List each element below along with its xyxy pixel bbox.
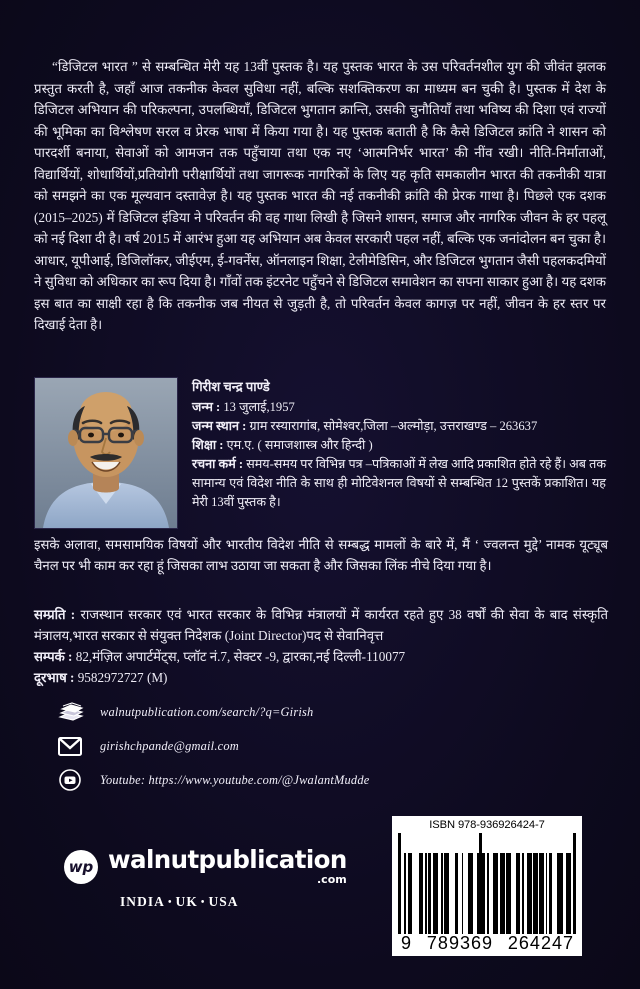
barcode-top-bars: [396, 833, 578, 853]
author-field-works-label: रचना कर्म :: [192, 457, 244, 472]
links-list: [58, 697, 478, 799]
author-field-birth-value: 13 जुलाई,1957: [220, 399, 295, 414]
author-name: गिरीश चन्द्र पाण्डे: [192, 379, 270, 394]
publisher-country-india: INDIA: [120, 894, 165, 909]
barcode-digits: [396, 934, 578, 953]
barcode-digit-group-3: 264247: [507, 933, 574, 954]
youtube-icon: [58, 768, 88, 792]
publisher-country-uk: UK: [175, 894, 198, 909]
email-link[interactable]: girishchpande@gmail.com: [100, 738, 239, 753]
country-separator-2: •: [200, 897, 206, 909]
barcode-main-bars: [396, 853, 578, 934]
contact-row-phone: [34, 667, 608, 688]
youtube-link[interactable]: Youtube: https://www.youtube.com/@JwalantMudde: [100, 772, 370, 787]
country-separator-1: •: [167, 897, 173, 909]
publisher-countries: [120, 894, 354, 910]
link-row-publisher-search[interactable]: [58, 697, 478, 727]
isbn-barcode: [392, 816, 582, 956]
book-blurb-paragraph: “डिजिटल भारत ” से सम्बन्धित मेरी यह 13वीं पुस्तक है। यह पुस्तक भारत के उस परिवर्तनशील युग की जीवंत झलक प्रस्तुत करती है, जहाँ आज तकनीक केवल सुविधा नहीं, बल्कि सशक्तिकरण का माध्यम बन चुकी है। पुस्तक में देश के डिजिटल अभियान की परिकल्पना, उपलब्धियाँ, डिजिटल भुगतान क्रान्ति, उसकी चुनौतियाँ तथा भविष्य की दिशा एवं राज्यों की भूमिका का विश्लेषण सरल व प्रेरक भाषा में किया गया है। यह पुस्तक बताती है कि कैसे डिजिटल क्रांति ने शासन को पारदर्शी बनाया, सेवाओं को आमजन तक पहुँचाया तथा एक नए ‘आत्मनिर्भर भारत’ की नींव रखी। नीति-निर्माताओं, विद्यार्थियों, शोधार्थियों,प्रतियोगी परीक्षार्थियों तथा जागरूक नागरिकों के लिए यह कृति समकालीन भारत की तकनीकी यात्रा को समझने का एक मूल्यवान दस्तावेज़ है। यह पुस्तक भारत की नई तकनीकी क्रांति की प्रेरक गाथा है। पिछले एक दशक (2015–2025) में डिजिटल इंडिया ने परिवर्तन की वह गाथा लिखी है जिसने शासन, समाज और नागरिक जीवन के हर पहलू को नई दिशा दी है। वर्ष 2015 में आरंभ हुआ यह अभियान अब केवल सरकारी पहल नहीं, बल्कि एक जनांदोलन बन चुका है। आधार, यूपीआई, डिजिलॉकर, जीईएम, ई-गवर्नेंस, ऑनलाइन शिक्षा, टेलीमेडिसिन, और डिजिटल भुगतान जैसी पहलकदमियों ने सुविधा को अधिकार का रूप दिया है। गाँवों तक इंटरनेट पहुँचने से डिजिटल समावेशन का सपना साकार हुआ है। यह दशक इस बात का साक्षी रहा है कि तकनीक जब नीयत से जुड़ती है, तो परिवर्तन केवल कागज़ पर नहीं, जीवन के हर स्तर पर दिखाई देता है।: [34, 59, 606, 333]
author-field-birthplace-value: ग्राम रस्यारागांब, सोमेश्वर,जिला –अल्मोड़ा, उत्तराखण्ड – 263637: [246, 418, 538, 433]
author-field-education-label: शिक्षा :: [192, 438, 224, 453]
contact-row-address: [34, 646, 608, 667]
email-icon-glyph: [58, 737, 82, 756]
publisher-tld: .com: [317, 873, 347, 886]
author-field-birth-label: जन्म :: [192, 399, 221, 414]
youtube-channel-paragraph: इसके अलावा, समसामयिक विषयों और भारतीय विदेश नीति से सम्बद्ध मामलों के बारे में, मैं ‘ ज्वलन्त मुद्दे’ नामक यूट्यूब चैनल पर भी काम कर रहा हूं जिसका लाभ उठाया जा सकता है और जिसका लिंक नीचे दिया गया है।: [34, 537, 608, 574]
author-block: [34, 377, 606, 529]
link-row-youtube[interactable]: [58, 765, 478, 795]
author-field-birthplace-label: जन्म स्थान :: [192, 418, 247, 433]
contact-phone-label: दूरभाष :: [34, 670, 75, 686]
author-field-works-value: समय-समय पर विभिन्न पत्र –पत्रिकाओं में लेख आदि प्रकाशित होते रहे हैं। अब तक सामान्य एवं विदेश नीति के साथ ही मोटिवेशनल विषयों से सम्बन्धित 12 पुस्तकें प्रकाशित। यह मेरी 13वीं पुस्तक है।: [192, 457, 606, 510]
contact-phone-value: 9582972727 (M): [74, 670, 168, 686]
barcode-digit-group-1: 9: [401, 933, 413, 954]
publisher-country-usa: USA: [208, 894, 239, 909]
contact-current-position-value: राजस्थान सरकार एवं भारत सरकार के विभिन्न मंत्रालयों में कार्यरत रहते हुए 38 वर्षों की सेवा के बाद संस्कृति मंत्रालय,भारत सरकार से संयुक्त निदेशक (Joint Director)पद से सेवानिवृत्त: [34, 607, 609, 644]
contact-address-label: सम्पर्क :: [34, 649, 73, 665]
isbn-label: ISBN 978-936926424-7: [429, 819, 545, 831]
author-photo: [34, 377, 178, 529]
contact-details: [34, 604, 608, 689]
contact-current-position-label: सम्प्रति :: [34, 607, 76, 622]
books-icon: [58, 700, 88, 724]
publisher-logo: [64, 845, 354, 910]
publisher-wordmark: [108, 845, 347, 886]
author-portrait-illustration: [35, 378, 177, 528]
author-field-education-value: एम.ए. ( समाजशास्त्र और हिन्दी ): [223, 438, 373, 453]
contact-row-current-position: [34, 604, 608, 646]
books-icon-glyph: [58, 701, 84, 723]
publisher-search-link[interactable]: walnutpublication.com/search/?q=Girish: [100, 704, 314, 719]
publisher-name: walnutpublication: [108, 845, 347, 874]
email-icon: [58, 734, 88, 758]
walnut-monogram-icon: wp: [64, 850, 98, 884]
link-row-email[interactable]: [58, 731, 478, 761]
youtube-icon-glyph: [58, 768, 82, 792]
publisher-logo-row: [64, 845, 354, 886]
contact-address-value: 82,मंज़िल अपार्टमेंट्स, प्लॉट नं.7, सेक्टर -9, द्वारका,नई दिल्ली-110077: [72, 649, 406, 665]
barcode-digit-group-2: 789369: [426, 933, 493, 954]
